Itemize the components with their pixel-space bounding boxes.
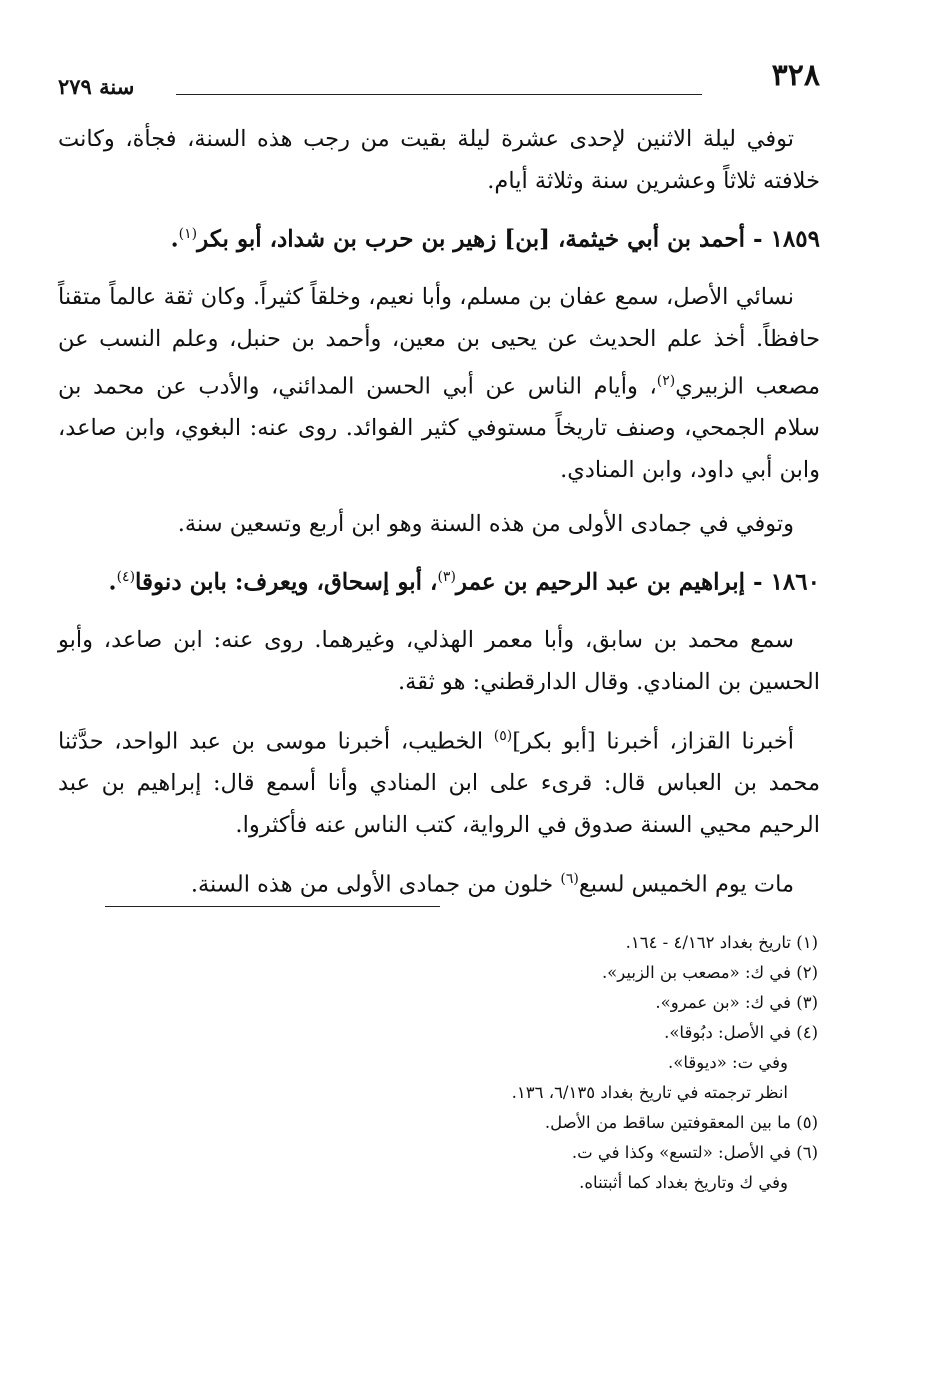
footnote-6-variant: وفي ك وتاريخ بغداد كما أثبتناه. (579, 1173, 788, 1192)
heading-tail: . (108, 568, 117, 596)
footnote-ref: (٢) (656, 372, 676, 389)
footnote-2: (٢) في ك: «مصعب بن الزبير». (601, 963, 818, 982)
page-header (58, 58, 820, 98)
footnote-ref: (٥) (493, 727, 513, 744)
footnote-4-reference: انظر ترجمته في تاريخ بغداد ٦/١٣٥، ١٣٦. (511, 1083, 788, 1102)
footnote-4-variant: وفي ت: «ديوقا». (667, 1053, 788, 1072)
page-number: ٣٢٨ (771, 58, 820, 93)
paragraph-death-1860 (58, 858, 820, 906)
entry-title-cont: ، أبو إسحاق، ويعرف: بابن دنوقا (135, 568, 438, 596)
footnote-separator (105, 906, 440, 907)
heading-tail: . (170, 225, 179, 253)
paragraph-isnad (58, 715, 820, 847)
entry-heading-1859 (58, 214, 820, 260)
paragraph-caliph-death: توفي ليلة الاثنين لإحدى عشرة ليلة بقيت من رجب هذه السنة، فجأة، وكانت خلافته ثلاثاً وعشرين سنة وثلاثة أيام. (58, 126, 820, 194)
year-label: سنة ٢٧٩ (58, 74, 135, 99)
footnote-ref: (١) (178, 226, 198, 242)
text-segment: نسائي الأصل، سمع عفان بن مسلم، وأبا نعيم، وخلقاً كثيراً. وكان ثقة عالماً متقناً حافظاً. أخذ علم الحديث عن يحيى بن معين، وأحمد بن حنبل، وعلم النسب عن مصعب الزبيري (58, 283, 821, 400)
paragraph-biography-1859 (58, 276, 820, 492)
footnote-ref: (٤) (116, 569, 136, 586)
text-segment: مات يوم الخميس لسبع (578, 871, 794, 898)
entry-title: ١٨٥٩ - أحمد بن أبي خيثمة، [بن] زهير بن حرب بن شداد، أبو بكر (197, 225, 820, 253)
text-segment: الخطيب، أخبرنا موسى بن عبد الواحد، حدَّثنا محمد بن العباس قال: قرىء على ابن المنادي وأنا أسمع قال: إبراهيم بن عبد الرحيم محيي السنة صدوق في الرواية، كتب الناس عنه فأكثروا. (58, 728, 820, 839)
paragraph-death-1859: وتوفي في جمادى الأولى من هذه السنة وهو ابن أربع وتسعين سنة. (177, 511, 794, 538)
footnote-4: (٤) في الأصل: دبُوقا». (664, 1023, 818, 1042)
main-text (58, 118, 820, 918)
text-segment: خلون من جمادى الأولى من هذه السنة. (190, 871, 561, 898)
footnote-ref: (٦) (560, 871, 579, 888)
footnote-3: (٣) في ك: «بن عمرو». (655, 993, 818, 1012)
header-rule (176, 94, 702, 95)
entry-title: ١٨٦٠ - إبراهيم بن عبد الرحيم بن عمر (455, 568, 820, 596)
footnote-ref: (٣) (437, 569, 456, 586)
entry-heading-1860 (58, 557, 820, 603)
text-segment: ، وأيام الناس عن أبي الحسن المدائني، والأدب عن محمد بن سلام الجمحي، وصنف تاريخاً مستوفي كثير الفوائد. روى عنه: البغوي، وابن صاعد، وابن أبي داود، وابن المنادي. (58, 373, 820, 484)
footnotes (100, 928, 818, 1198)
footnote-5: (٥) ما بين المعقوفتين ساقط من الأصل. (544, 1113, 818, 1132)
footnote-1: (١) تاريخ بغداد ٤/١٦٢ - ١٦٤. (625, 933, 818, 952)
footnote-6: (٦) في الأصل: «لتسع» وكذا في ت. (571, 1143, 818, 1162)
text-segment: أخبرنا القزاز، أخبرنا [أبو بكر] (512, 728, 794, 755)
paragraph-biography-1860: سمع محمد بن سابق، وأبا معمر الهذلي، وغيرهما. روى عنه: ابن صاعد، وأبو الحسين بن المنادي. وقال الدارقطني: هو ثقة. (58, 626, 820, 695)
